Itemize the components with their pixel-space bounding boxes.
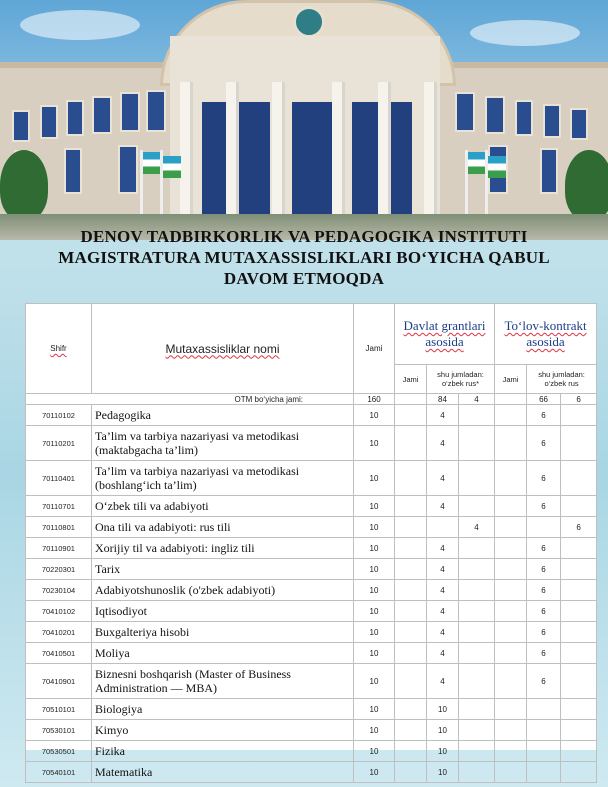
- row-contract-rus: [561, 601, 597, 622]
- row-grant-jami: [395, 622, 427, 643]
- row-grant-jami: [395, 601, 427, 622]
- row-contract-jami: [495, 720, 527, 741]
- row-contract-uz: 6: [527, 405, 561, 426]
- header-shifr: Shifr: [26, 304, 92, 394]
- total-contract-uz: 66: [527, 394, 561, 405]
- table-row: [26, 461, 597, 496]
- institute-building-photo: [0, 0, 608, 240]
- row-name: Ona tili va adabiyoti: rus tili: [92, 517, 354, 538]
- row-contract-rus: [561, 559, 597, 580]
- table-row: [26, 643, 597, 664]
- row-grant-uz: 4: [427, 461, 459, 496]
- table-row: [26, 741, 597, 762]
- row-name: Ta’lim va tarbiya nazariyasi va metodikasi (boshlang‘ich ta’lim): [92, 461, 354, 496]
- row-contract-jami: [495, 538, 527, 559]
- row-jami: 10: [354, 741, 395, 762]
- row-grant-rus: [459, 559, 495, 580]
- announcement-heading: [0, 226, 608, 289]
- table-row: [26, 517, 597, 538]
- row-grant-jami: [395, 664, 427, 699]
- row-contract-uz: [527, 517, 561, 538]
- row-contract-rus: [561, 622, 597, 643]
- row-grant-uz: 4: [427, 601, 459, 622]
- row-grant-rus: [459, 538, 495, 559]
- row-grant-uz: [427, 517, 459, 538]
- row-contract-rus: [561, 538, 597, 559]
- row-grant-uz: 4: [427, 643, 459, 664]
- row-grant-rus: [459, 622, 495, 643]
- header-name: Mutaxassisliklar nomi: [92, 304, 354, 394]
- row-code: 70410901: [26, 664, 92, 699]
- row-contract-jami: [495, 601, 527, 622]
- row-contract-rus: 6: [561, 517, 597, 538]
- table-row: [26, 580, 597, 601]
- row-code: 70220301: [26, 559, 92, 580]
- row-jami: 10: [354, 461, 395, 496]
- row-grant-jami: [395, 426, 427, 461]
- row-grant-jami: [395, 762, 427, 783]
- row-name: O‘zbek tili va adabiyoti: [92, 496, 354, 517]
- row-code: 70110701: [26, 496, 92, 517]
- row-grant-rus: [459, 601, 495, 622]
- row-contract-rus: [561, 405, 597, 426]
- row-name: Buxgalteriya hisobi: [92, 622, 354, 643]
- row-grant-rus: [459, 405, 495, 426]
- row-name: Biologiya: [92, 699, 354, 720]
- row-contract-jami: [495, 559, 527, 580]
- row-contract-jami: [495, 643, 527, 664]
- row-contract-uz: 6: [527, 559, 561, 580]
- row-grant-jami: [395, 741, 427, 762]
- row-contract-uz: [527, 699, 561, 720]
- row-contract-jami: [495, 496, 527, 517]
- header-grant-breakdown: shu jumladan: o‘zbek rus*: [427, 365, 495, 394]
- admission-table: [25, 303, 596, 779]
- row-grant-jami: [395, 559, 427, 580]
- row-name: Ta’lim va tarbiya nazariyasi va metodikasi (maktabgacha ta’lim): [92, 426, 354, 461]
- row-contract-jami: [495, 762, 527, 783]
- row-contract-jami: [495, 580, 527, 601]
- row-jami: 10: [354, 720, 395, 741]
- header-contract-jami: Jami: [495, 365, 527, 394]
- row-code: 70530101: [26, 720, 92, 741]
- row-code: 70540101: [26, 762, 92, 783]
- row-jami: 10: [354, 664, 395, 699]
- heading-line-2: MAGISTRATURA MUTAXASSISLIKLARI BO‘YICHA QABUL: [58, 248, 550, 267]
- row-name: Adabiyotshunoslik (o'zbek adabiyoti): [92, 580, 354, 601]
- row-contract-rus: [561, 699, 597, 720]
- row-contract-uz: 6: [527, 664, 561, 699]
- row-name: Fizika: [92, 741, 354, 762]
- row-contract-uz: 6: [527, 496, 561, 517]
- row-contract-rus: [561, 496, 597, 517]
- row-jami: 10: [354, 580, 395, 601]
- row-contract-rus: [561, 720, 597, 741]
- row-grant-jami: [395, 496, 427, 517]
- row-contract-jami: [495, 426, 527, 461]
- row-grant-uz: 10: [427, 720, 459, 741]
- header-contract-breakdown: shu jumladan: o‘zbek rus: [527, 365, 597, 394]
- row-code: 70410102: [26, 601, 92, 622]
- row-grant-jami: [395, 517, 427, 538]
- row-code: 70230104: [26, 580, 92, 601]
- row-contract-uz: 6: [527, 601, 561, 622]
- row-code: 70510101: [26, 699, 92, 720]
- row-grant-rus: [459, 664, 495, 699]
- row-contract-uz: 6: [527, 538, 561, 559]
- row-grant-jami: [395, 405, 427, 426]
- row-code: 70530501: [26, 741, 92, 762]
- row-grant-rus: [459, 762, 495, 783]
- row-grant-rus: [459, 461, 495, 496]
- total-grant-rus: 4: [459, 394, 495, 405]
- heading-line-1: DENOV TADBIRKORLIK VA PEDAGOGIKA INSTITUTI: [80, 227, 528, 246]
- row-grant-uz: 4: [427, 405, 459, 426]
- row-jami: 10: [354, 643, 395, 664]
- table-row: [26, 426, 597, 461]
- row-grant-uz: 4: [427, 622, 459, 643]
- total-label: OTM bo‘yicha jami:: [26, 394, 354, 405]
- row-code: 70110201: [26, 426, 92, 461]
- row-code: 70110102: [26, 405, 92, 426]
- row-name: Iqtisodiyot: [92, 601, 354, 622]
- row-name: Pedagogika: [92, 405, 354, 426]
- row-contract-jami: [495, 517, 527, 538]
- row-contract-rus: [561, 664, 597, 699]
- row-grant-uz: 4: [427, 580, 459, 601]
- header-jami: Jami: [354, 304, 395, 394]
- heading-line-3: DAVOM ETMOQDA: [223, 269, 385, 288]
- row-contract-rus: [561, 580, 597, 601]
- row-jami: 10: [354, 426, 395, 461]
- row-grant-rus: [459, 580, 495, 601]
- row-contract-rus: [561, 643, 597, 664]
- row-grant-rus: 4: [459, 517, 495, 538]
- row-code: 70410201: [26, 622, 92, 643]
- row-name: Kimyo: [92, 720, 354, 741]
- row-code: 70110401: [26, 461, 92, 496]
- row-grant-rus: [459, 699, 495, 720]
- table-row: [26, 405, 597, 426]
- row-contract-uz: [527, 720, 561, 741]
- row-jami: 10: [354, 622, 395, 643]
- row-contract-jami: [495, 741, 527, 762]
- row-jami: 10: [354, 496, 395, 517]
- row-grant-rus: [459, 741, 495, 762]
- row-contract-uz: 6: [527, 461, 561, 496]
- tree: [0, 150, 48, 220]
- row-contract-uz: 6: [527, 580, 561, 601]
- row-contract-rus: [561, 741, 597, 762]
- row-jami: 10: [354, 517, 395, 538]
- row-jami: 10: [354, 559, 395, 580]
- row-jami: 10: [354, 601, 395, 622]
- row-name: Matematika: [92, 762, 354, 783]
- total-contract-rus: 6: [561, 394, 597, 405]
- row-name: Xorijiy til va adabiyoti: ingliz tili: [92, 538, 354, 559]
- row-contract-uz: 6: [527, 643, 561, 664]
- row-name: Moliya: [92, 643, 354, 664]
- tree: [565, 150, 608, 220]
- row-contract-jami: [495, 461, 527, 496]
- row-contract-jami: [495, 405, 527, 426]
- row-grant-jami: [395, 699, 427, 720]
- table-row: [26, 762, 597, 783]
- row-grant-rus: [459, 643, 495, 664]
- row-contract-jami: [495, 699, 527, 720]
- row-name: Biznesni boshqarish (Master of Business Administration — MBA): [92, 664, 354, 699]
- header-grant-group: Davlat grantlari asosida: [395, 304, 495, 365]
- table-row: [26, 720, 597, 741]
- total-row: [26, 394, 597, 405]
- total-grant-uz: 84: [427, 394, 459, 405]
- header-contract-group: To‘lov-kontrakt asosida: [495, 304, 597, 365]
- row-grant-jami: [395, 580, 427, 601]
- row-jami: 10: [354, 405, 395, 426]
- table-row: [26, 622, 597, 643]
- institute-emblem: [293, 6, 325, 38]
- row-contract-rus: [561, 461, 597, 496]
- row-grant-uz: 4: [427, 664, 459, 699]
- header-grant-jami: Jami: [395, 365, 427, 394]
- row-code: 70110901: [26, 538, 92, 559]
- row-grant-uz: 10: [427, 762, 459, 783]
- row-grant-rus: [459, 720, 495, 741]
- row-grant-jami: [395, 461, 427, 496]
- table-row: [26, 601, 597, 622]
- row-grant-uz: 4: [427, 559, 459, 580]
- row-code: 70110801: [26, 517, 92, 538]
- row-name: Tarix: [92, 559, 354, 580]
- row-grant-rus: [459, 426, 495, 461]
- row-contract-uz: [527, 762, 561, 783]
- row-grant-rus: [459, 496, 495, 517]
- row-grant-uz: 10: [427, 699, 459, 720]
- row-grant-jami: [395, 643, 427, 664]
- row-grant-uz: 10: [427, 741, 459, 762]
- table-row: [26, 664, 597, 699]
- row-contract-rus: [561, 426, 597, 461]
- table-row: [26, 699, 597, 720]
- row-grant-jami: [395, 720, 427, 741]
- row-grant-uz: 4: [427, 426, 459, 461]
- row-grant-uz: 4: [427, 496, 459, 517]
- row-contract-jami: [495, 622, 527, 643]
- row-jami: 10: [354, 762, 395, 783]
- row-code: 70410501: [26, 643, 92, 664]
- row-contract-jami: [495, 664, 527, 699]
- row-contract-uz: 6: [527, 426, 561, 461]
- row-jami: 10: [354, 538, 395, 559]
- row-contract-uz: 6: [527, 622, 561, 643]
- row-grant-jami: [395, 538, 427, 559]
- row-jami: 10: [354, 699, 395, 720]
- table-row: [26, 496, 597, 517]
- table-row: [26, 538, 597, 559]
- row-grant-uz: 4: [427, 538, 459, 559]
- total-jami: 160: [354, 394, 395, 405]
- row-contract-uz: [527, 741, 561, 762]
- row-contract-rus: [561, 762, 597, 783]
- table-row: [26, 559, 597, 580]
